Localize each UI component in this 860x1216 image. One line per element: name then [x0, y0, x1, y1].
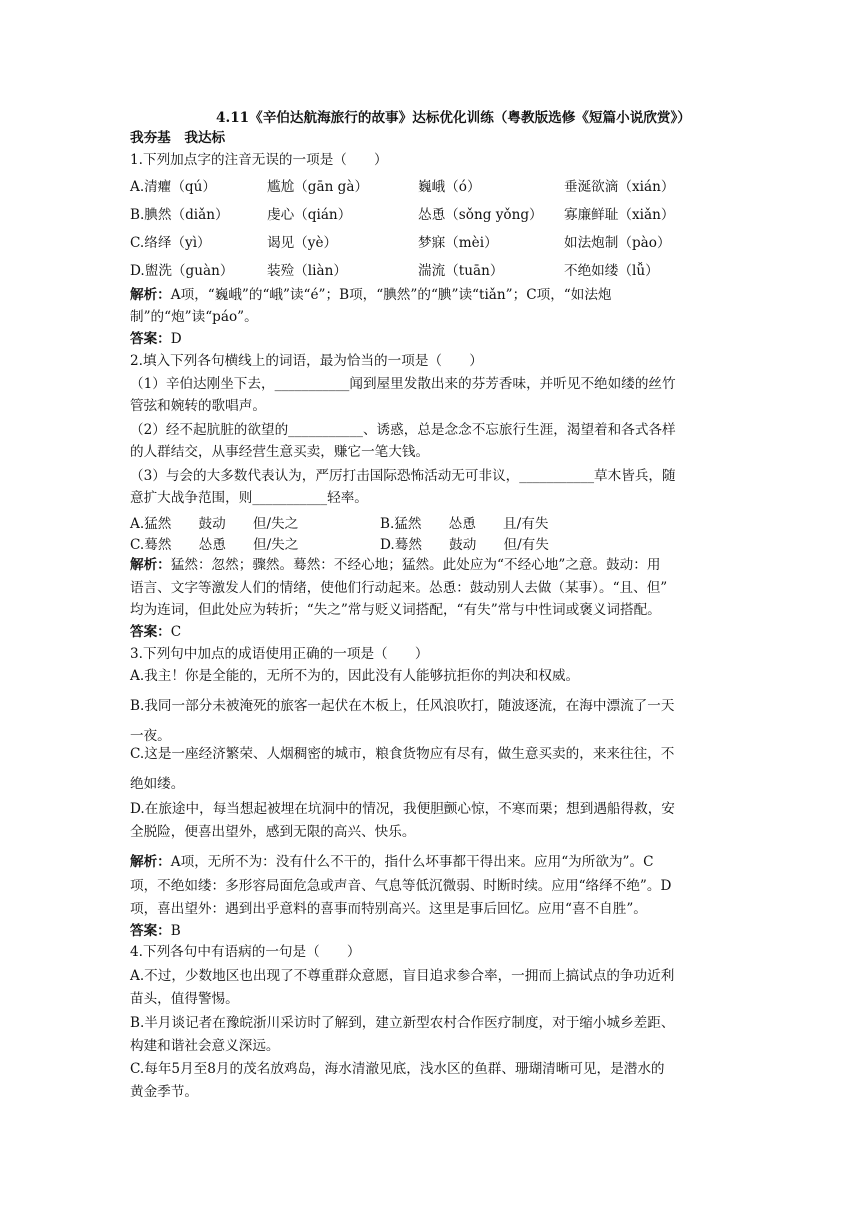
q4-option-c-line-2: 黄金季节。: [130, 1084, 198, 1100]
analysis-label: 解析：: [130, 854, 171, 870]
q1-analysis: [130, 285, 612, 305]
q2-analysis-line-1: 猛然：忽然；骤然。蓦然：不经心地；猛然。此处应为“不经心地”之意。鼓动：用: [170, 557, 661, 573]
q1-a-4: 垂涎欲滴（xián）: [564, 179, 675, 195]
q1-answer: [130, 329, 182, 349]
q4-option-a-line-2: 苗头，值得警惕。: [130, 991, 239, 1007]
q1-answer-value: D: [170, 331, 182, 347]
answer-label: 答案：: [130, 923, 171, 939]
q1-c-1: C.络绎（yì）: [130, 235, 211, 251]
q2-option-a: A.猛然 鼓动 但/失之: [130, 516, 299, 532]
q1-a-3: 巍峨（ó）: [418, 179, 481, 195]
q3-analysis-line-3: 项，喜出望外：遇到出乎意料的喜事而特别高兴。这里是事后回忆。应用“喜不自胜”。: [130, 901, 647, 917]
page-title: 4.11《辛伯达航海旅行的故事》达标优化训练（粤教版选修《短篇小说欣赏》）: [216, 110, 691, 126]
q2-option-b: B.猛然 怂恿 且/有失: [380, 516, 549, 532]
q1-b-1: B.腆然（diǎn）: [130, 207, 229, 223]
q2-analysis-line-3: 均为连词，但此处应为转折；“失之”常与贬义词搭配，“有失”常与中性词或褒义词搭配。: [130, 602, 661, 618]
q3-option-b-line-1: B.我同一部分未被淹死的旅客一起伏在木板上，任风浪吹打，随波逐流，在海中漂流了一天: [130, 698, 675, 714]
q2-answer-value: C: [170, 624, 182, 640]
q1-b-2: 虔心（qián）: [267, 207, 352, 223]
q4-stem: 4.下列各句中有语病的一句是（ ）: [130, 944, 361, 960]
q2-sentence-2b: 的人群结交，从事经营生意买卖，赚它一笔大钱。: [130, 444, 430, 460]
q2-sentence-1a: （1）辛伯达刚坐下去，___________闻到屋里发散出来的芬芳香味，并听见不绝如缕的丝竹: [130, 376, 676, 392]
analysis-label: 解析：: [130, 287, 171, 303]
answer-label: 答案：: [130, 624, 171, 640]
q1-analysis-line-1: A项，“巍峨”的“峨”读“é”；B项，“腆然”的“腆”读“tiǎn”；C项，“如法炮: [170, 287, 612, 303]
q1-d-4: 不绝如缕（lǚ）: [564, 263, 659, 279]
q2-sentence-2a: （2）经不起肮脏的欲望的___________、诱惑，总是念念不忘旅行生涯，渴望着和各式各样: [130, 422, 676, 438]
q2-option-c: C.蓦然 怂恿 但/失之: [130, 537, 299, 553]
q2-sentence-1b: 管弦和婉转的歌唱声。: [130, 398, 266, 414]
q1-a-2: 尴尬（gān gà）: [267, 179, 369, 195]
q3-option-c-line-2: 绝如缕。: [130, 776, 185, 792]
q2-stem: 2.填入下列各句横线上的词语，最为恰当的一项是（ ）: [130, 353, 483, 369]
q4-option-c-line-1: C.每年5月至8月的茂名放鸡岛，海水清澈见底，浅水区的鱼群、珊瑚清晰可见，是潜水的: [130, 1061, 665, 1077]
q4-option-a-line-1: A.不过，少数地区也出现了不尊重群众意愿，盲目追求参合率，一拥而上搞试点的争功近利: [130, 968, 675, 984]
q1-d-2: 装殓（liàn）: [267, 263, 347, 279]
q1-d-3: 湍流（tuān）: [418, 263, 504, 279]
q3-option-c-line-1: C.这是一座经济繁荣、人烟稠密的城市，粮食货物应有尽有，做生意买卖的，来来往往，不: [130, 746, 675, 762]
q1-b-4: 寡廉鲜耻（xiǎn）: [564, 207, 675, 223]
q1-a-1: A.清癯（qú）: [130, 179, 216, 195]
q3-option-d-line-2: 全脱险，便喜出望外，感到无限的高兴、快乐。: [130, 824, 416, 840]
q2-sentence-3a: （3）与会的大多数代表认为，严厉打击国际恐怖活动无可非议，___________草木皆兵，随: [130, 468, 676, 484]
answer-label: 答案：: [130, 331, 171, 347]
q2-option-d: D.蓦然 鼓动 但/有失: [380, 537, 549, 553]
q2-analysis-line-2: 语言、文字等激发人们的情绪，使他们行动起来。怂恿：鼓动别人去做（某事）。“且、但”: [130, 580, 668, 596]
q2-sentence-3b: 意扩大战争范围，则___________轻率。: [130, 490, 368, 506]
q4-option-b-line-1: B.半月谈记者在豫皖浙川采访时了解到，建立新型农村合作医疗制度，对于缩小城乡差距、: [130, 1015, 675, 1031]
q4-option-b-line-2: 构建和谐社会意义深远。: [130, 1038, 280, 1054]
analysis-label: 解析：: [130, 557, 171, 573]
q1-c-3: 梦寐（mèi）: [418, 235, 498, 251]
q3-option-a: A.我主！你是全能的，无所不为的，因此没有人能够抗拒你的判决和权威。: [130, 668, 580, 684]
q3-stem: 3.下列句中加点的成语使用正确的一项是（ ）: [130, 646, 429, 662]
q2-analysis: [130, 555, 660, 575]
q1-analysis-line-2: 制”的“炮”读“páo”。: [130, 309, 258, 325]
q1-b-3: 怂恿（sǒng yǒng）: [418, 207, 543, 223]
q1-c-4: 如法炮制（pào）: [564, 235, 671, 251]
q1-d-1: D.盥洗（guàn）: [130, 263, 234, 279]
q3-analysis-line-2: 项，不绝如缕：多形容局面危急或声音、气息等低沉微弱、时断时续。应用“络绎不绝”。D: [130, 878, 672, 894]
q3-answer-value: B: [170, 923, 181, 939]
q2-answer: [130, 622, 181, 642]
q3-option-d-line-1: D.在旅途中，每当想起被埋在坑洞中的情况，我便胆颤心惊，不寒而栗；想到遇船得救，安: [130, 801, 675, 817]
section-heading: 我夯基 我达标: [130, 130, 226, 146]
q3-option-b-line-2: 一夜。: [130, 728, 171, 744]
q1-c-2: 谒见（yè）: [267, 235, 338, 251]
q3-analysis: [130, 852, 654, 872]
q3-analysis-line-1: A项，无所不为：没有什么不干的，指什么坏事都干得出来。应用“为所欲为”。C: [170, 854, 654, 870]
q3-answer: [130, 921, 181, 941]
q1-stem: 1.下列加点字的注音无误的一项是（ ）: [130, 152, 388, 168]
